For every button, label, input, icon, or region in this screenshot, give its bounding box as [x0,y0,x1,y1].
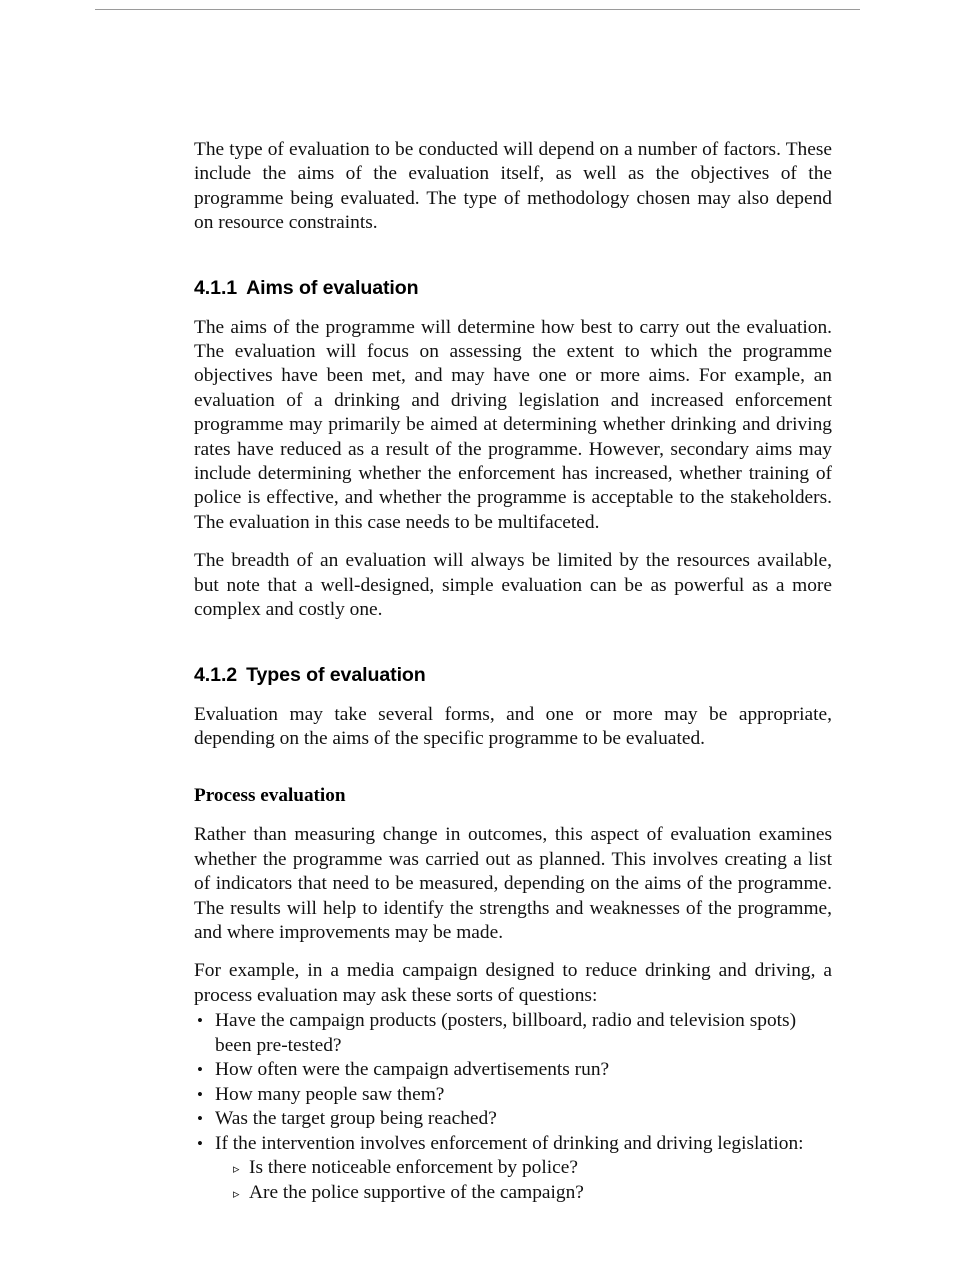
section-number: 4.1.2 [194,663,238,686]
process-evaluation-paragraph-2: For example, in a media campaign designed to reduce drinking and driving, a process evaluation may ask these sorts of questions: [194,960,832,1006]
list-item-label: Are the police supportive of the campaign? [249,1181,584,1203]
process-evaluation-heading: Process evaluation [194,785,346,807]
bullet-icon: • [197,1084,203,1104]
section-number: 4.1.1 [194,276,238,299]
section-heading-411 [194,276,832,300]
triangle-bullet-icon: ▹ [233,1161,240,1177]
section-title: Aims of evaluation [246,276,419,299]
list-item-label: How many people saw them? [215,1083,445,1105]
section-heading-412 [194,663,832,687]
header-rule [95,9,860,10]
bullet-icon: • [197,1011,203,1031]
bullet-icon: • [197,1109,203,1129]
process-evaluation-paragraph-1: Rather than measuring change in outcomes, this aspect of evaluation examines whether the programme was carried out as planned. This involves creating a list of indicators that need to be measured, depending on the aims of the programme. The results will help to identify the strengths and weaknesses of the programme, and where improvements may be made. [194,824,832,943]
bullet-icon: • [197,1060,203,1080]
intro-paragraph: The type of evaluation to be conducted will depend on a number of factors. These include the aims of the evaluation itself, as well as the objectives of the programme being evaluated. The type of methodology chosen may also depend on resource constraints. [194,139,832,234]
triangle-bullet-icon: ▹ [233,1185,240,1201]
list-item-label: Was the target group being reached? [215,1108,497,1130]
list-item [194,1009,832,1058]
process-evaluation-subquestion-list [215,1156,832,1205]
section-411-paragraph-2: The breadth of an evaluation will always be limited by the resources available, but note that a well-designed, simple evaluation can be as powerful as a more complex and costly one. [194,550,832,621]
list-item [194,1083,832,1108]
section-title: Types of evaluation [246,663,426,686]
process-evaluation-question-list [194,1009,832,1205]
list-item [194,1107,832,1132]
list-item-label: Have the campaign products (posters, billboard, radio and television spots) been pre-tested? [215,1010,797,1056]
running-head [95,0,860,2]
section-411-paragraph-1: The aims of the programme will determine how best to carry out the evaluation. The evaluation will focus on assessing the extent to which the programme objectives have been met, and may have one or more aims. For example, an evaluation of a drinking and driving legislation and increased enforcement programme may primarily be aimed at determining whether drinking and driving rates have reduced as a result of the programme. However, secondary aims may include determining whether the enforcement has increased, whether training of police is effective, and whether the programme is acceptable to the stakeholders. The evaluation in this case needs to be multifaceted. [194,316,832,533]
list-item [215,1156,832,1181]
list-item [215,1181,832,1206]
list-item-label: How often were the campaign advertisements run? [215,1059,610,1081]
list-item [194,1132,832,1206]
list-item-label: Is there noticeable enforcement by police? [249,1157,578,1179]
list-item-label: If the intervention involves enforcement of drinking and driving legislation: [215,1132,804,1154]
page-content [194,138,832,1205]
bullet-icon: • [197,1133,203,1153]
section-412-paragraph-1: Evaluation may take several forms, and one or more may be appropriate, depending on the aims of the specific programme to be evaluated. [194,703,832,749]
list-item [194,1058,832,1083]
